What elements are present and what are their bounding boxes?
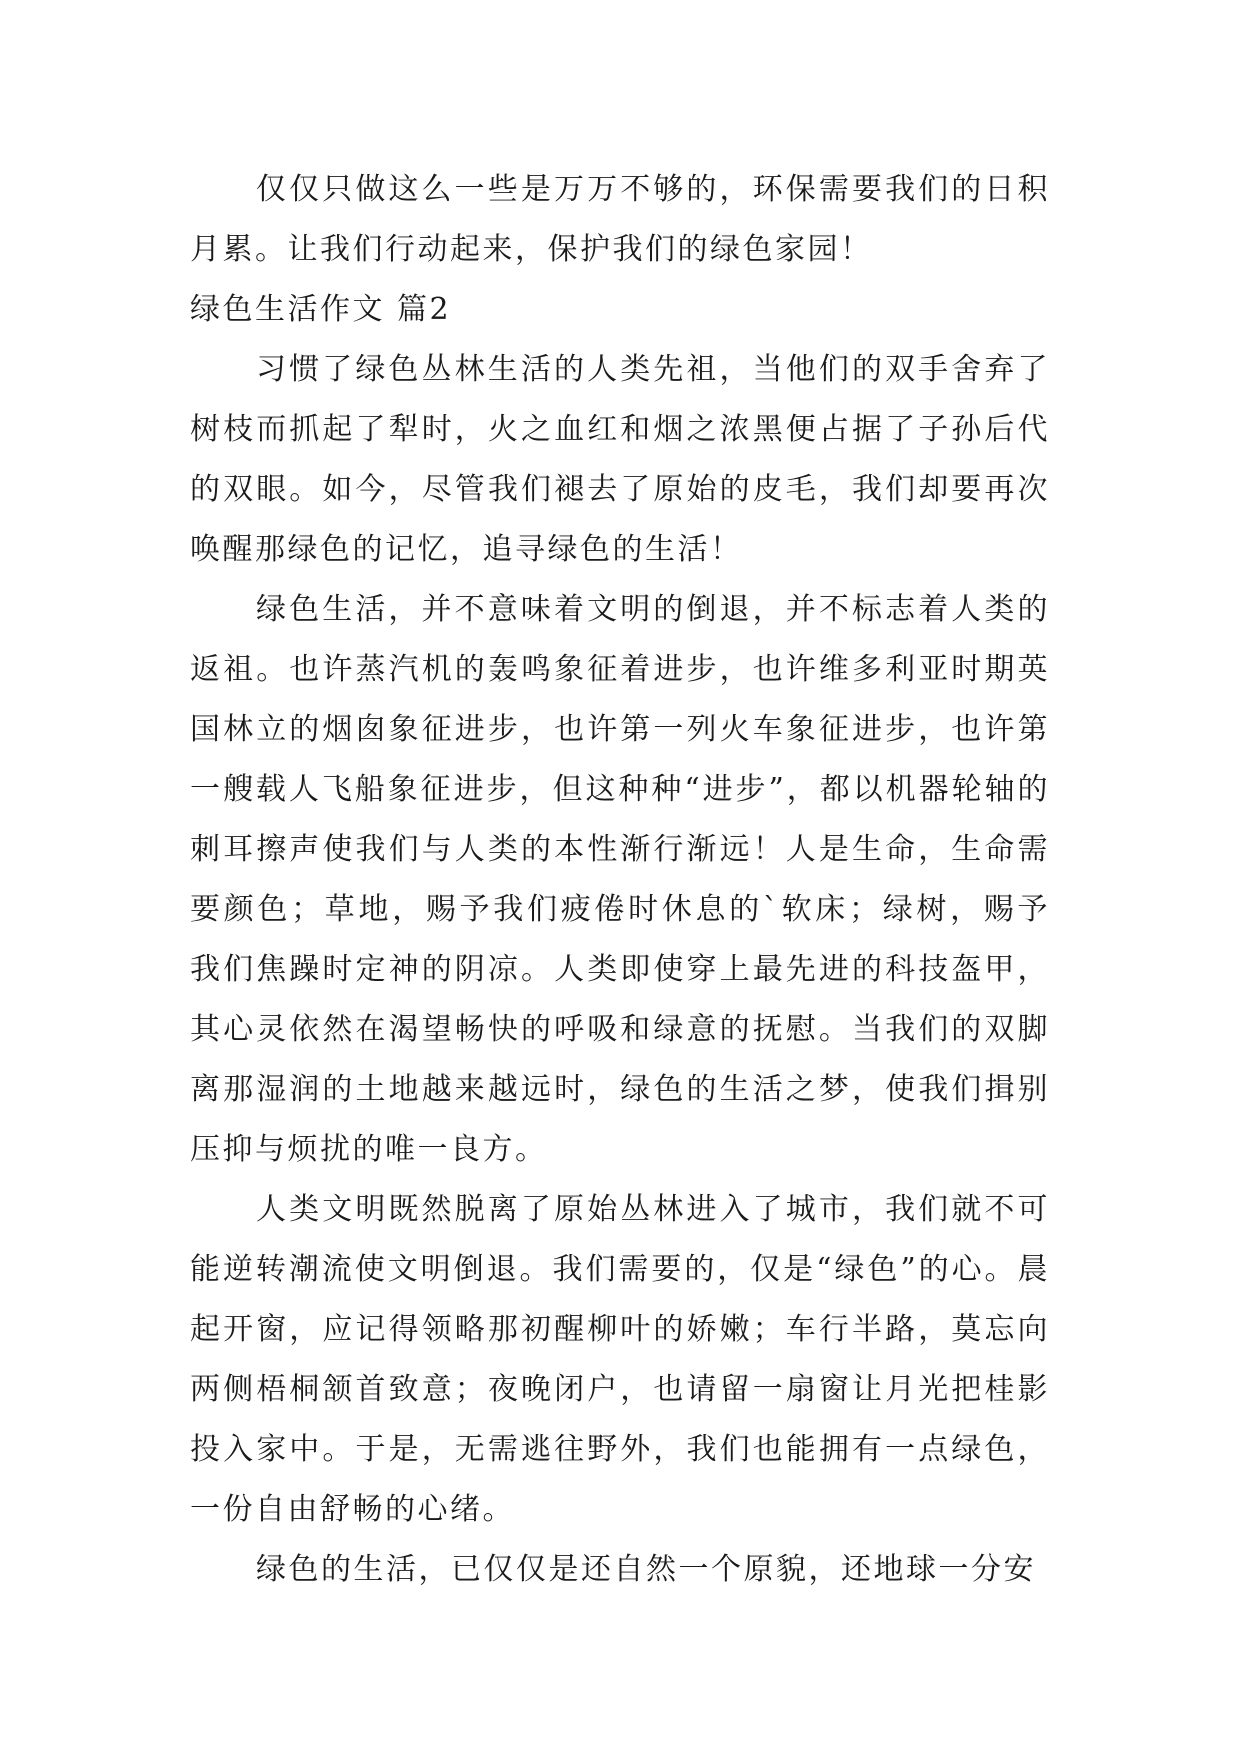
section-heading: 绿色生活作文 篇2: [190, 292, 452, 327]
paragraph-2: 习惯了绿色丛林生活的人类先祖，当他们的双手舍弃了树枝而抓起了犁时，火之血红和烟之浓黑便占据了子孙后代的双眼。如今，尽管我们褪去了原始的皮毛，我们却要再次唤醒那绿色的记忆，追寻绿色的生活！: [190, 352, 1050, 567]
paragraph-5: 绿色的生活，已仅仅是还自然一个原貌，还地球一分安: [256, 1552, 1036, 1587]
paragraph-1: 仅仅只做这么一些是万万不够的，环保需要我们的日积月累。让我们行动起来，保护我们的绿色家园！: [190, 172, 1050, 267]
paragraph-3: 绿色生活，并不意味着文明的倒退，并不标志着人类的返祖。也许蒸汽机的轰鸣象征着进步，也许维多利亚时期英国林立的烟囱象征进步，也许第一列火车象征进步，也许第一艘载人飞船象征进步，但这种种“进步”，都以机器轮轴的刺耳擦声使我们与人类的本性渐行渐远！人是生命，生命需要颜色；草地，赐予我们疲倦时休息的`软床；绿树，赐予我们焦躁时定神的阴凉。人类即使穿上最先进的科技盔甲，其心灵依然在渴望畅快的呼吸和绿意的抚慰。当我们的双脚离那湿润的土地越来越远时，绿色的生活之梦，使我们揖别压抑与烦扰的唯一良方。: [190, 592, 1050, 1167]
document-body: [190, 160, 1050, 1600]
paragraph-4: 人类文明既然脱离了原始丛林进入了城市，我们就不可能逆转潮流使文明倒退。我们需要的，仅是“绿色”的心。晨起开窗，应记得领略那初醒柳叶的娇嫩；车行半路，莫忘向两侧梧桐颔首致意；夜晚闭户，也请留一扇窗让月光把桂影投入家中。于是，无需逃往野外，我们也能拥有一点绿色，一份自由舒畅的心绪。: [190, 1192, 1050, 1527]
